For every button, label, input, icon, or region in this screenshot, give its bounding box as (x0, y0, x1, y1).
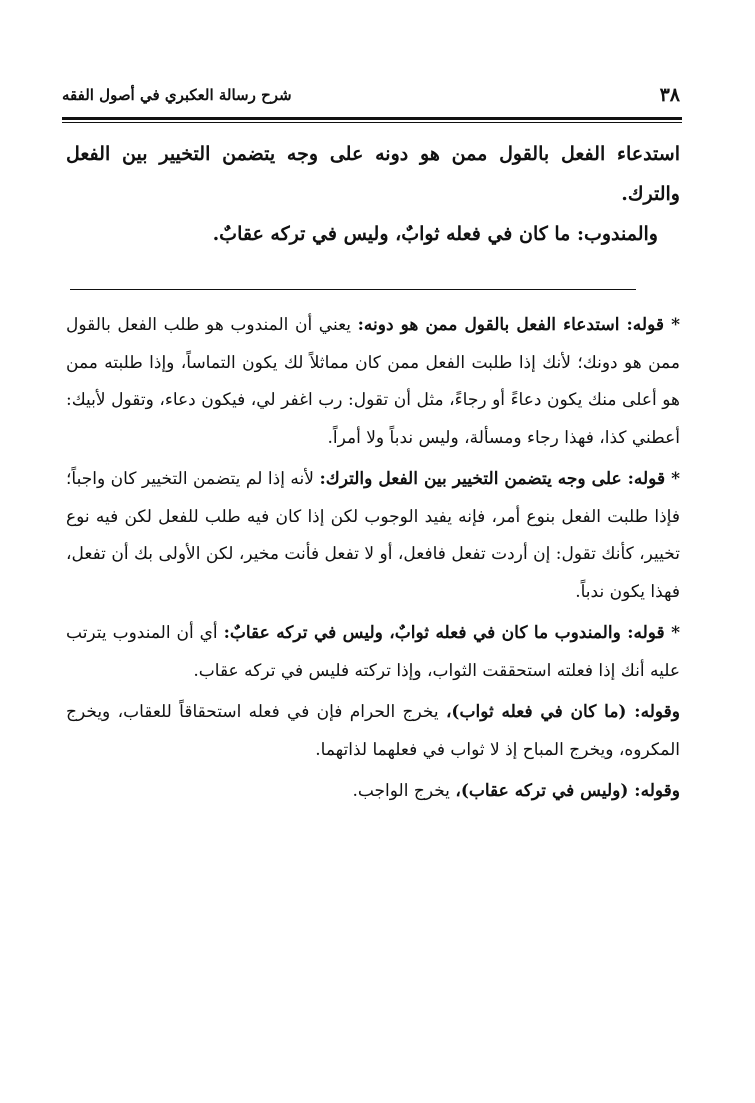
commentary-lead: * قوله: استدعاء الفعل بالقول ممن هو دونه: (357, 315, 681, 335)
commentary-paragraph (66, 307, 680, 457)
footnote-separator (70, 289, 636, 290)
commentary-paragraph (66, 461, 680, 611)
commentary-lead: وقوله: (ما كان في فعله ثواب)، (445, 702, 680, 722)
commentary (66, 307, 680, 811)
commentary-text: لأنه إذا لم يتضمن التخيير كان واجباً؛ فإذا طلبت الفعل بنوع أمر، فإنه يفيد الوجوب لكن إذا كان فيه طلب للفعل لكن فيه نوع تخيير، كأنك تقول: إن أردت تفعل فافعل، أو لا تفعل فأنت مخير، لكن الأولى بك أن تفعل، فهذا يكون ندباً. (66, 469, 680, 602)
commentary-text: يخرج الواجب. (352, 781, 456, 801)
matn-mandub: والمندوب: ما كان في فعله ثوابٌ، وليس في تركه عقابٌ. (212, 223, 658, 245)
page-header (62, 84, 680, 114)
commentary-lead: * قوله: على وجه يتضمن التخيير بين الفعل والترك: (319, 469, 680, 489)
commentary-text: يخرج الحرام فإن في فعله استحقاقاً للعقاب، ويخرج المكروه، ويخرج المباح إذ لا ثواب في فعلهما لذاتهما. (66, 702, 680, 760)
commentary-paragraph (66, 615, 680, 690)
header-rule-thick (62, 117, 682, 120)
commentary-text: أي أن المندوب يترتب عليه أنك إذا فعلته استحققت الثواب، وإذا تركته فليس في تركه عقاب. (66, 623, 680, 681)
main-text (66, 134, 680, 254)
matn-definition: استدعاء الفعل بالقول ممن هو دونه على وجه يتضمن التخيير بين الفعل والترك. (66, 143, 680, 205)
commentary-lead: * قوله: والمندوب ما كان في فعله ثوابٌ، وليس في تركه عقابٌ: (223, 623, 681, 643)
header-rule-thin (62, 122, 682, 123)
commentary-text: يعني أن المندوب هو طلب الفعل بالقول ممن هو دونك؛ لأنك إذا طلبت الفعل ممن كان مماثلاً لك يكون التماساً، وإذا طلبته ممن هو أعلى منك يكون دعاءً أو رجاءً، مثل أن تقول: رب اغفر لي، فيكون دعاء، وتقول لأبيك: أعطني كذا، فهذا رجاء ومسألة، وليس ندباً ولا أمراً. (66, 315, 680, 448)
commentary-lead: وقوله: (وليس في تركه عقاب)، (455, 781, 680, 801)
commentary-paragraph (66, 694, 680, 769)
running-title: شرح رسالة العكبري في أصول الفقه (62, 86, 292, 104)
page-number: ٣٨ (659, 84, 680, 106)
commentary-paragraph (66, 773, 680, 811)
